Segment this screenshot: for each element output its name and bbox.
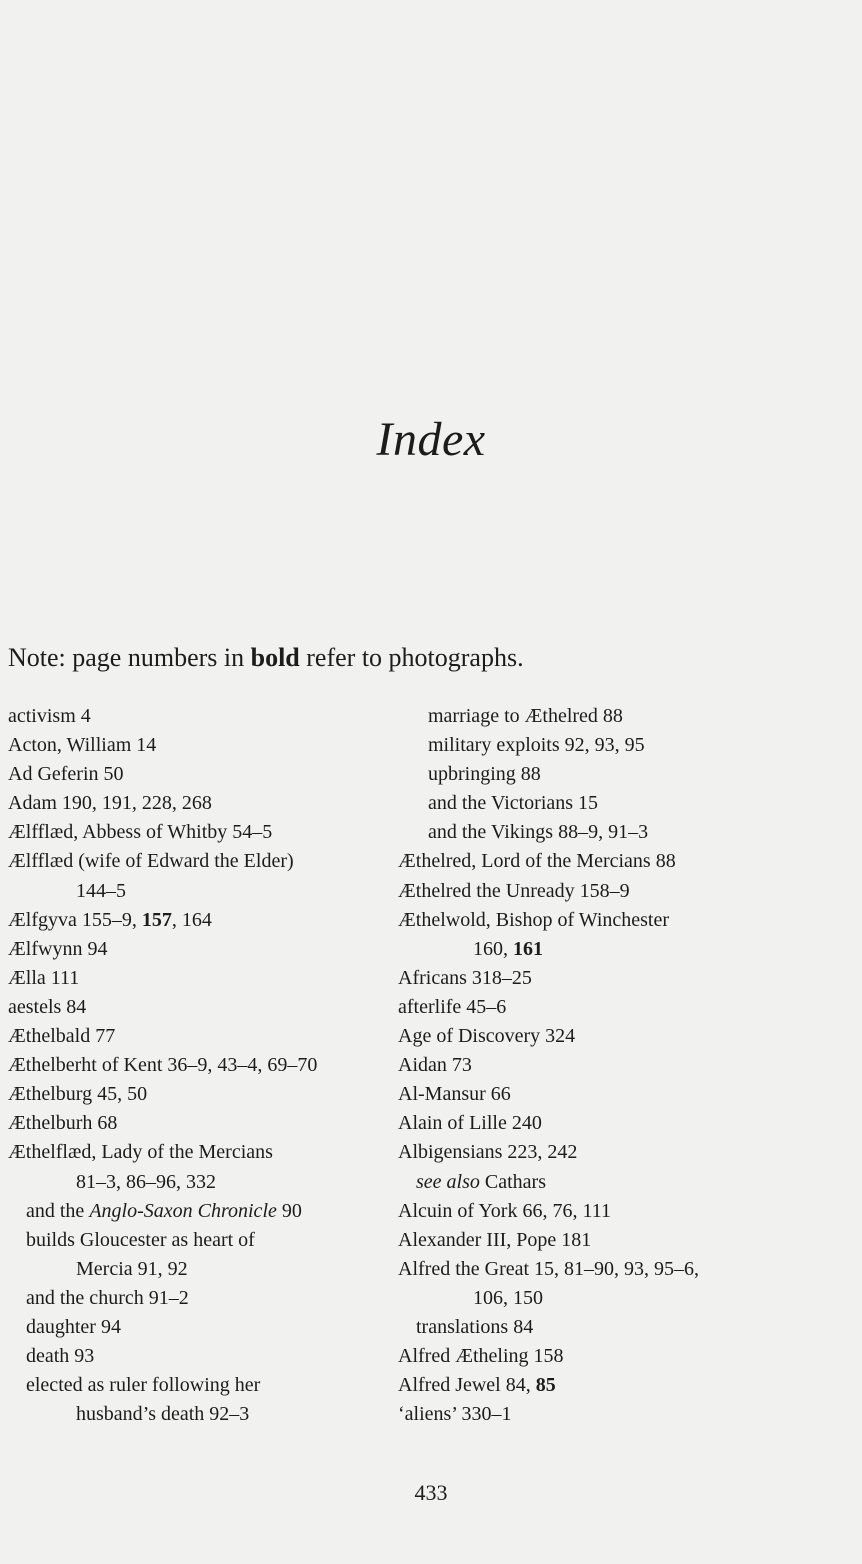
bold-page-ref: 85: [535, 1374, 556, 1397]
index-entry: [8, 1022, 393, 1051]
index-entry: [398, 1109, 798, 1138]
entry-text: activism 4: [8, 705, 91, 727]
index-entry: [398, 789, 798, 818]
entry-text: Ælfwynn 94: [8, 937, 108, 960]
italic-text: see also: [416, 1170, 480, 1193]
index-entry: [398, 702, 798, 731]
index-entry: [8, 1080, 393, 1109]
index-entry: [8, 760, 393, 789]
index-entry: [398, 1400, 798, 1429]
entry-text: Æthelred the Unready 158–9: [398, 879, 630, 902]
index-entry: [8, 906, 393, 935]
index-entry: [8, 993, 393, 1022]
entry-text: 106, 150: [473, 1286, 543, 1309]
entry-text: daughter 94: [26, 1315, 121, 1338]
index-column-left: [8, 702, 393, 1429]
index-entry: [398, 1255, 798, 1284]
index-entry: [398, 964, 798, 993]
index-entry: [398, 1197, 798, 1226]
entry-text: Æthelflæd, Lady of the Mercians: [8, 1141, 273, 1164]
entry-text: Cathars: [479, 1170, 546, 1193]
entry-text: Alfred the Great 15, 81–90, 93, 95–6,: [398, 1257, 700, 1280]
index-entry: [8, 731, 393, 760]
entry-text: Al-Mansur 66: [398, 1083, 511, 1106]
note-suffix: refer to photographs.: [299, 643, 524, 672]
entry-text: Æthelred, Lord of the Mercians 88: [398, 850, 676, 873]
index-entry: [8, 1168, 393, 1197]
entry-text: Africans 318–25: [398, 966, 532, 989]
index-entry: [8, 1138, 393, 1167]
entry-text: , 164: [171, 908, 212, 931]
index-entry: [398, 760, 798, 789]
index-entry: [398, 1371, 798, 1400]
index-entry: [398, 1022, 798, 1051]
index-entry: [8, 1284, 393, 1313]
index-entry: [8, 789, 393, 818]
index-column-right: [398, 702, 798, 1429]
entry-text: husband’s death 92–3: [76, 1403, 250, 1426]
entry-text: Ælfflæd (wife of Edward the Elder): [8, 850, 294, 873]
index-entry: [8, 818, 393, 847]
bold-page-ref: 157: [141, 908, 172, 931]
index-entry: [398, 877, 798, 906]
entry-text: afterlife 45–6: [398, 995, 507, 1018]
index-entry: [8, 935, 393, 964]
entry-text: Alfred Ætheling 158: [398, 1345, 564, 1368]
index-entry: [8, 1197, 393, 1226]
entry-text: Adam 190, 191, 228, 268: [8, 792, 212, 815]
entry-text: 160,: [473, 937, 513, 960]
entry-text: Æthelbald 77: [8, 1025, 116, 1048]
entry-text: 144–5: [76, 879, 126, 902]
entry-text: Acton, William 14: [8, 734, 157, 757]
index-entry: [8, 1342, 393, 1371]
index-entry: [8, 1226, 393, 1255]
entry-text: and the Victorians 15: [428, 792, 599, 815]
entry-text: Æthelburh 68: [8, 1112, 118, 1135]
bold-page-ref: 161: [513, 937, 543, 960]
entry-text: Alain of Lille 240: [398, 1112, 542, 1135]
index-entry: [398, 1138, 798, 1167]
entry-text: Ad Geferin 50: [8, 763, 124, 786]
entry-text: ‘aliens’ 330–1: [398, 1403, 512, 1426]
entry-text: Æthelberht of Kent 36–9, 43–4, 69–70: [8, 1054, 318, 1077]
index-entry: [8, 847, 393, 876]
index-entry: [398, 1168, 798, 1197]
entry-text: Mercia 91, 92: [76, 1257, 188, 1280]
entry-text: upbringing 88: [428, 763, 541, 786]
entry-text: Aidan 73: [398, 1054, 472, 1077]
entry-text: and the: [26, 1199, 90, 1222]
entry-text: translations 84: [416, 1315, 534, 1338]
index-entry: [8, 1255, 393, 1284]
index-entry: [398, 1051, 798, 1080]
index-entry: [398, 1313, 798, 1342]
index-entry: [398, 1342, 798, 1371]
entry-text: death 93: [26, 1345, 95, 1368]
entry-text: Æthelburg 45, 50: [8, 1083, 148, 1106]
index-entry: [398, 731, 798, 760]
entry-text: builds Gloucester as heart of: [26, 1228, 255, 1251]
entry-text: and the Vikings 88–9, 91–3: [428, 821, 649, 844]
page-title: Index: [376, 413, 486, 466]
entry-text: Alcuin of York 66, 76, 111: [398, 1199, 611, 1222]
index-entry: [398, 1284, 798, 1313]
index-entry: [8, 1313, 393, 1342]
entry-text: elected as ruler following her: [26, 1374, 261, 1397]
entry-text: Alexander III, Pope 181: [398, 1228, 592, 1251]
index-entry: [398, 906, 798, 935]
entry-text: Ælfflæd, Abbess of Whitby 54–5: [8, 821, 273, 844]
index-entry: [398, 1080, 798, 1109]
entry-text: and the church 91–2: [26, 1286, 189, 1309]
entry-text: 81–3, 86–96, 332: [76, 1170, 216, 1193]
entry-text: 90: [276, 1199, 302, 1222]
note-prefix: Note: page numbers in: [8, 643, 251, 672]
entry-text: Albigensians 223, 242: [398, 1141, 578, 1164]
index-entry: [398, 818, 798, 847]
italic-text: Anglo-Saxon Chronicle: [89, 1199, 277, 1222]
index-entry: [8, 1400, 393, 1429]
index-entry: [398, 1226, 798, 1255]
index-entry: [398, 993, 798, 1022]
entry-text: marriage to Æthelred 88: [428, 705, 623, 727]
note-bold-word: bold: [250, 643, 300, 672]
entry-text: military exploits 92, 93, 95: [428, 734, 645, 757]
index-entry: [8, 1371, 393, 1400]
entry-text: Ælla 111: [8, 966, 80, 989]
index-entry: [8, 964, 393, 993]
index-note: [8, 643, 524, 673]
index-entry: [8, 1051, 393, 1080]
entry-text: Ælfgyva 155–9,: [8, 908, 142, 931]
index-entry: [398, 847, 798, 876]
index-entry: [398, 935, 798, 964]
page-number: 433: [414, 1480, 448, 1505]
entry-text: Æthelwold, Bishop of Winchester: [398, 908, 670, 931]
index-entry: [8, 702, 393, 731]
index-entry: [8, 877, 393, 906]
entry-text: Alfred Jewel 84,: [398, 1374, 536, 1397]
entry-text: aestels 84: [8, 995, 87, 1018]
entry-text: Age of Discovery 324: [398, 1025, 576, 1048]
index-entry: [8, 1109, 393, 1138]
